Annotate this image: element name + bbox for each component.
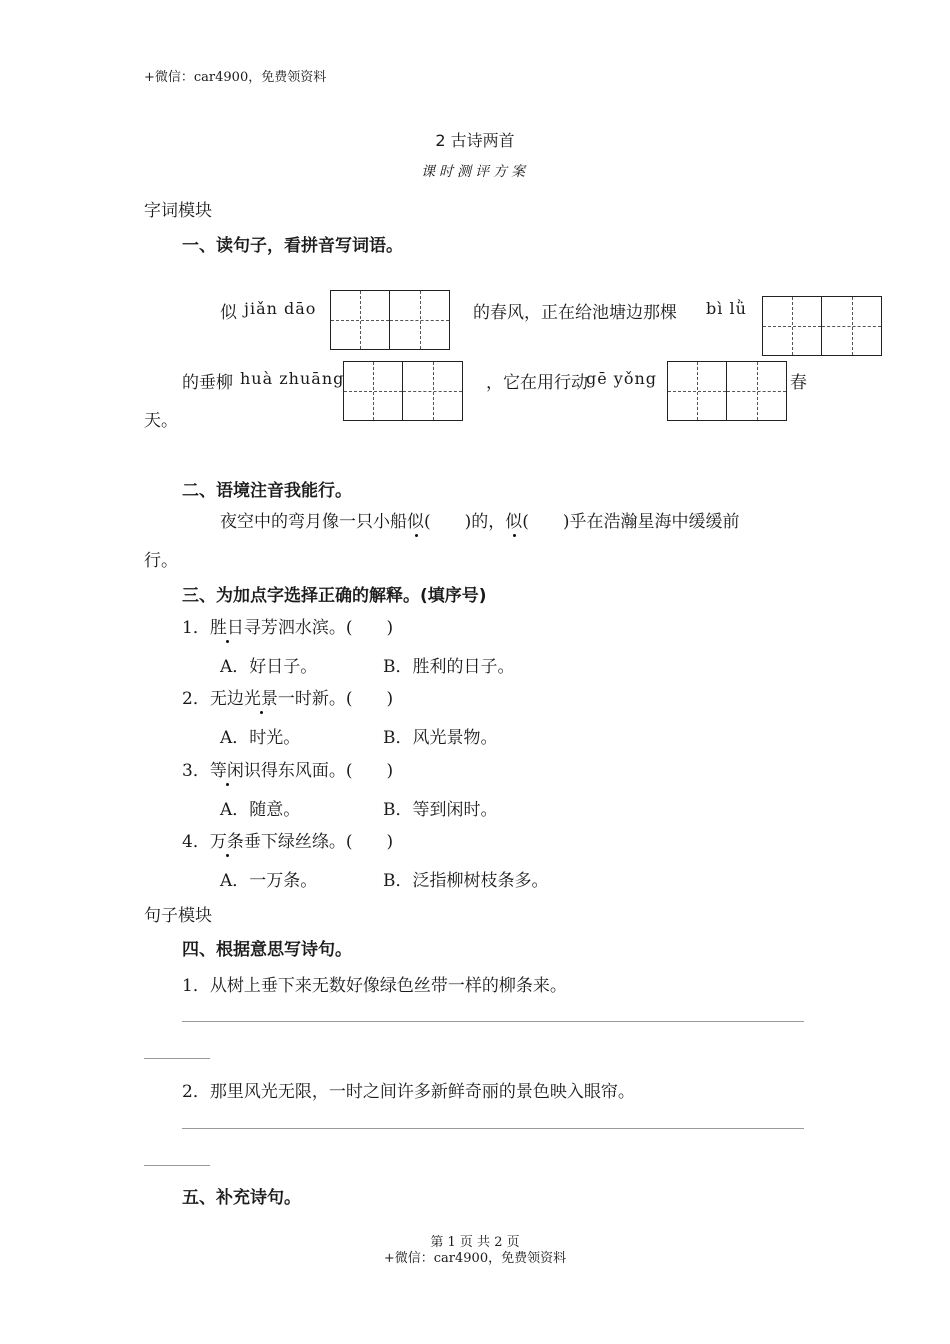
q3-item-1-option-b: B．胜利的日子。 (383, 657, 515, 677)
dotted-word: 万条 (210, 827, 244, 852)
item-text-post: 寻芳泗水滨。 (243, 618, 346, 638)
q3-item-1-option-a: A．好日子。 (220, 657, 318, 677)
grid-cell[interactable] (344, 362, 403, 420)
grid-cell[interactable] (390, 291, 449, 349)
q3-item-3-option-a: A．随意。 (220, 800, 301, 820)
page-title: 2 古诗两首 (435, 131, 515, 150)
q3-item-3-option-b: B．等到闲时。 (383, 800, 498, 820)
dotted-char-2: 似 (505, 507, 522, 532)
item-text-post: 垂下绿丝绦。 (243, 832, 346, 852)
q1-text-6: 天。 (144, 411, 178, 431)
q4-sentence-1: 1．从树上垂下来无数好像绿色丝带一样的柳条来。 (182, 976, 567, 996)
q4-sentence-2: 2．那里风光无限，一时之间许多新鲜奇丽的景色映入眼帘。 (182, 1082, 635, 1102)
grid-cell[interactable] (403, 362, 462, 420)
q1-text-2: 的春风，正在给池塘边那棵 (473, 303, 677, 323)
item-number: 1． (182, 618, 210, 638)
q1-text-1: 似 (220, 303, 237, 323)
grid-cell[interactable] (822, 297, 881, 355)
q3-item-2 (182, 684, 393, 709)
q1-pinyin-3: huà zhuāng (240, 369, 345, 388)
item-number: 4． (182, 832, 210, 852)
q3-item-2-option-a: A．时光。 (220, 728, 301, 748)
q1-pinyin-4: gē yǒng (586, 369, 658, 388)
answer-blank[interactable]: ( ) (345, 689, 394, 709)
q2-blank-2[interactable]: ( )乎在浩瀚星海中缓缓前 (522, 512, 740, 532)
dotted-word: 等闲 (210, 756, 244, 781)
page-subtitle: 课时测评方案 (421, 164, 529, 180)
item-text-pre: 无边 (209, 689, 244, 709)
question-1-heading: 一、读句子，看拼音写词语。 (182, 236, 403, 256)
item-number: 2． (182, 689, 210, 709)
q3-item-2-option-b: B．风光景物。 (383, 728, 498, 748)
q2-blank-1[interactable]: ( )的， (424, 512, 506, 532)
answer-blank[interactable]: ( ) (345, 832, 394, 852)
question-5-heading: 五、补充诗句。 (182, 1188, 301, 1208)
module-heading-sentences: 句子模块 (144, 906, 212, 926)
item-text-post: 一时新。 (277, 689, 346, 709)
q3-item-4 (182, 827, 393, 852)
page-number: 第 1 页 共 2 页 (430, 1235, 520, 1250)
q1-text-4: ，它在用行动 (486, 373, 588, 393)
q1-text-5: 春 (790, 373, 807, 393)
q3-item-1 (182, 613, 393, 638)
q1-pinyin-1: jiǎn dāo (244, 299, 317, 318)
answer-line-continuation[interactable] (144, 1165, 210, 1166)
q1-text-3: 的垂柳 (182, 373, 233, 393)
footer-note: +微信：car4900，免费领资料 (383, 1251, 567, 1266)
q2-text-a: 夜空中的弯月像一只小船 (220, 512, 407, 532)
answer-line[interactable] (182, 1128, 804, 1129)
answer-line-continuation[interactable] (144, 1058, 210, 1059)
dotted-word: 胜日 (210, 613, 244, 638)
grid-cell[interactable] (763, 297, 822, 355)
writing-grid-3[interactable] (343, 361, 463, 421)
answer-blank[interactable]: ( ) (345, 761, 394, 781)
question-4-heading: 四、根据意思写诗句。 (182, 940, 352, 960)
q1-pinyin-2: bì lǜ (706, 299, 747, 318)
item-number: 3． (182, 761, 210, 781)
question-3-heading: 三、为加点字选择正确的解释。(填序号) (182, 586, 487, 606)
dotted-word: 光景 (244, 684, 278, 709)
writing-grid-4[interactable] (667, 361, 787, 421)
grid-cell[interactable] (668, 362, 727, 420)
item-text-post: 识得东风面。 (243, 761, 346, 781)
writing-grid-2[interactable] (762, 296, 882, 356)
q3-item-4-option-a: A．一万条。 (220, 871, 318, 891)
module-heading-words: 字词模块 (144, 201, 212, 221)
q3-item-3 (182, 756, 393, 781)
grid-cell[interactable] (331, 291, 390, 349)
q3-item-4-option-b: B．泛指柳树枝条多。 (383, 871, 549, 891)
header-note: +微信：car4900，免费领资料 (144, 70, 327, 85)
q2-text-d: 行。 (144, 551, 178, 571)
answer-line[interactable] (182, 1021, 804, 1022)
answer-blank[interactable]: ( ) (345, 618, 394, 638)
writing-grid-1[interactable] (330, 290, 450, 350)
question-2-heading: 二、语境注音我能行。 (182, 481, 352, 501)
dotted-char-1: 似 (407, 507, 424, 532)
q2-sentence (220, 507, 740, 532)
grid-cell[interactable] (727, 362, 786, 420)
